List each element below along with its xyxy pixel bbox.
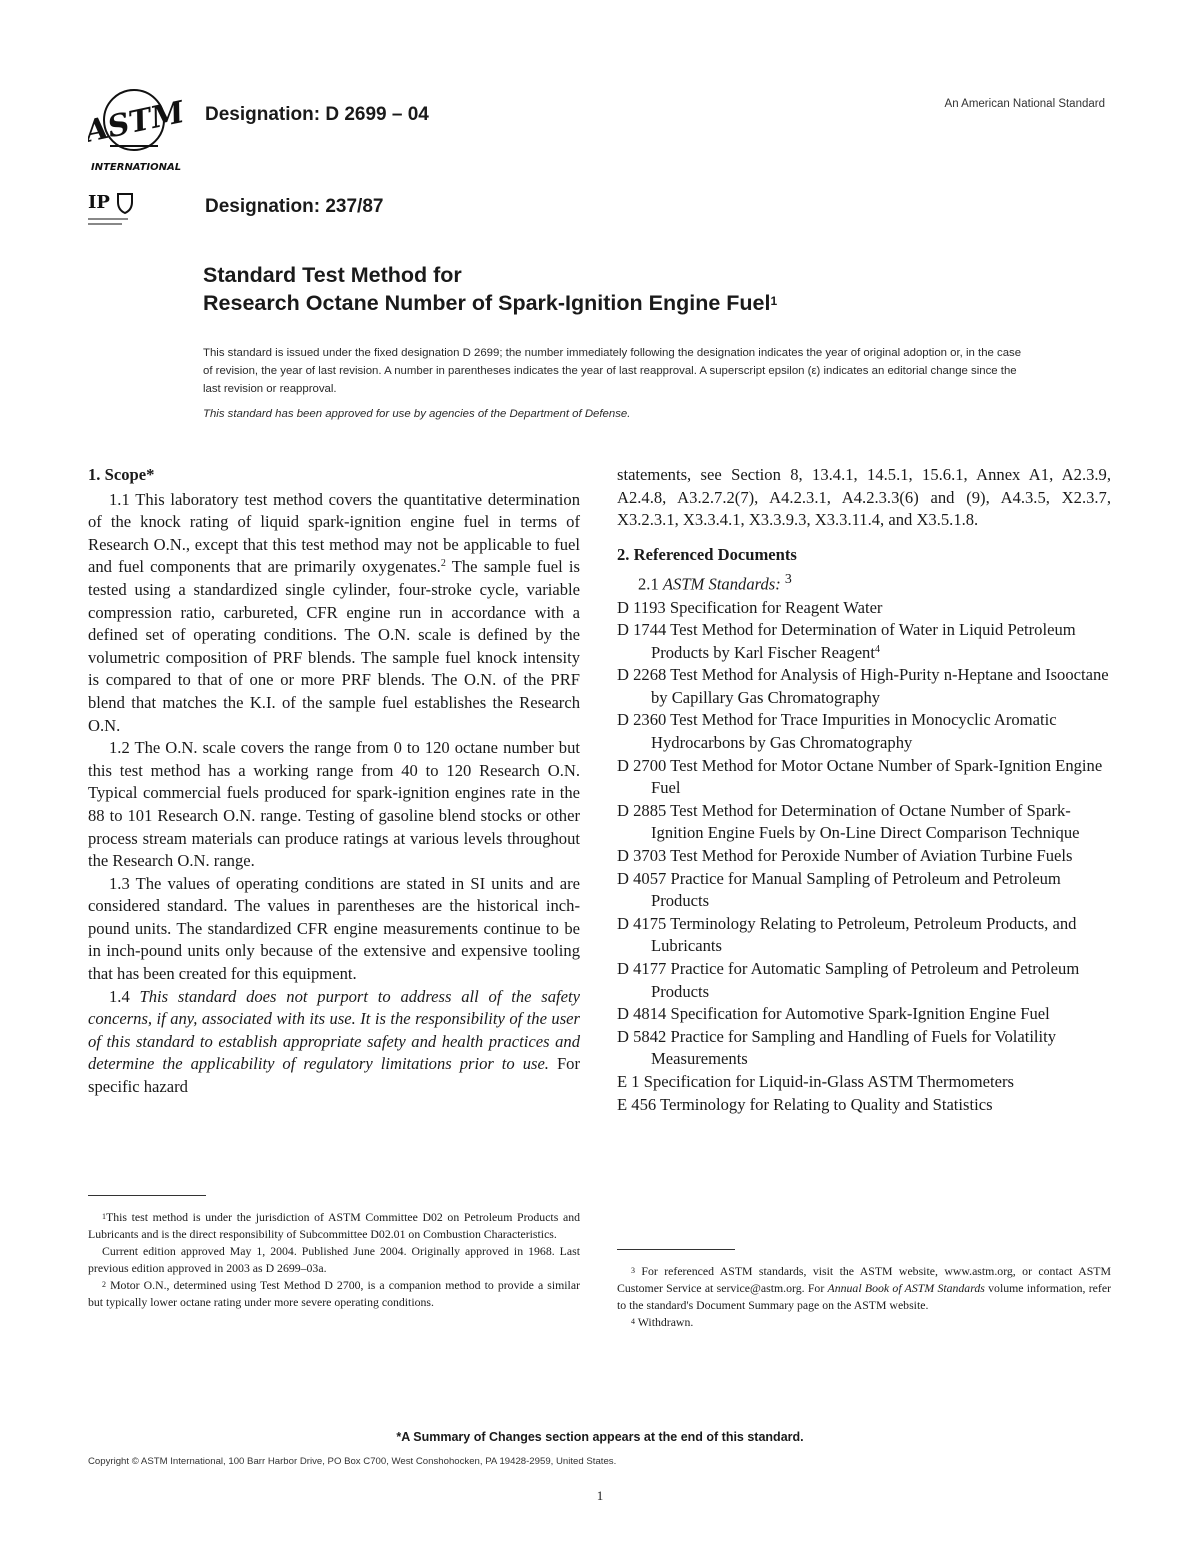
designation-primary: Designation: D 2699 – 04 <box>205 104 429 125</box>
footnote-1: $^1$This test method is under the jurisdiction of ASTM Committee D02 on Petroleum Products and Lubricants and is the direct responsibility of Subcommittee D02.01 on Combustion Characteristics. <box>88 1210 580 1241</box>
svg-text:IP: IP <box>88 192 110 213</box>
svg-text:INTERNATIONAL: INTERNATIONAL <box>91 162 182 173</box>
scope-paragraph-1-1: 1.1 This laboratory test method covers the quantitative determination of the knock rating of liquid spark-ignition engine fuel in terms of Research O.N., except that this test method may not be applicable to fuel and fuel components that are primarily oxygenates.$^2$ The sample fuel is tested using a standardized single cylinder, four-stroke cycle, variable compression ratio, carbureted, CFR engine run in accordance with a defined set of operating conditions. The O.N. scale is defined by the volumetric composition of PRF blends. The sample fuel knock intensity is compared to that of one or more PRF blends. The O.N. of the PRF blend that matches the K.I. of the sample fuel establishes the Research O.N. <box>88 489 580 735</box>
footnotes-right <box>617 1263 1111 1331</box>
copyright-line: Copyright © ASTM International, 100 Barr Harbor Drive, PO Box C700, West Conshohocken, PA 19428-2959, United States. <box>88 1456 617 1467</box>
scope-paragraph-1-2: 1.2 The O.N. scale covers the range from 0 to 120 octane number but this test method has a working range from 40 to 120 Research O.N. Typical commercial fuels produced for spark-ignition engines rate in the 88 to 101 Research O.N. range. Testing of gasoline blend stocks or other process stream materials can produce ratings at various levels throughout the Research O.N. range. <box>88 738 580 871</box>
footnote-1-edition: Current edition approved May 1, 2004. Published June 2004. Originally approved in 1968. Last previous edition approved in 2003 as D 2699–03a. <box>88 1244 580 1275</box>
reference-item: D 2885 Test Method for Determination of Octane Number of Spark-Ignition Engine Fuels by On-Line Direct Comparison Technique <box>617 800 1080 843</box>
svg-text:ASTM: ASTM <box>88 94 188 151</box>
reference-item: D 2360 Test Method for Trace Impurities in Monocyclic Aromatic Hydrocarbons by Gas Chromatography <box>617 710 1057 753</box>
issuance-notice: This standard is issued under the fixed designation D 2699; the number immediately following the designation indicates the year of original adoption or, in the case of revision, the year of last revision. A number in parentheses indicates the year of last reapproval. A superscript epsilon (ε) indicates an editorial change since the last revision or reapproval. <box>203 347 1022 395</box>
reference-item: D 4177 Practice for Automatic Sampling of Petroleum and Petroleum Products <box>617 959 1080 1001</box>
ip-logo <box>88 190 144 232</box>
section-heading-referenced-documents: 2. Referenced Documents <box>617 544 797 564</box>
left-column <box>88 464 580 1099</box>
scope-paragraph-1-4-continued: statements, see Section 8, 13.4.1, 14.5.1, 15.6.1, Annex A1, A2.3.9, A2.4.8, A3.2.7.2(7), A4.2.3.1, A4.2.3.3(6) and (9), A4.3.5, X2.3.7, X3.2.3.1, X3.3.4.1, X3.3.9.3, X3.3.11.4, and X3.5.1.8. <box>617 465 1111 530</box>
reference-item: D 2700 Test Method for Motor Octane Number of Spark-Ignition Engine Fuel <box>617 755 1103 798</box>
footnote-2: $^2$ Motor O.N., determined using Test Method D 2700, is a companion method to provide a similar but typically lower octane rating under more severe operating conditions. <box>88 1278 580 1309</box>
footnote-divider <box>88 1195 206 1196</box>
title-footnote-mark: 1 <box>770 294 778 308</box>
reference-item: D 4814 Specification for Automotive Spark-Ignition Engine Fuel <box>617 1004 1050 1024</box>
astm-standards-subheading: 2.1 ASTM Standards: $^3$ <box>638 571 792 594</box>
astm-logo <box>88 86 188 174</box>
reference-item: D 2268 Test Method for Analysis of High-Purity n-Heptane and Isooctane by Capillary Gas Chromatography <box>617 665 1109 707</box>
reference-item: D 1744 Test Method for Determination of Water in Liquid Petroleum Products by Karl Fischer Reagent$^4$ <box>617 620 1076 662</box>
reference-item: E 456 Terminology for Relating to Quality and Statistics <box>617 1094 993 1114</box>
reference-item: E 1 Specification for Liquid-in-Glass ASTM Thermometers <box>617 1071 1014 1091</box>
footnotes-left <box>88 1209 580 1311</box>
summary-of-changes-note: *A Summary of Changes section appears at the end of this standard. <box>396 1430 804 1444</box>
title-line-2: Research Octane Number of Spark-Ignition Engine Fuel$^1$ <box>203 291 778 315</box>
reference-item: D 4057 Practice for Manual Sampling of Petroleum and Petroleum Products <box>617 868 1061 911</box>
footnote-divider <box>617 1249 735 1250</box>
american-national-standard-label: An American National Standard <box>944 98 1105 110</box>
page-number: 1 <box>596 1488 604 1503</box>
scope-paragraph-1-4: 1.4 This standard does not purport to address all of the safety concerns, if any, associated with its use. It is the responsibility of the user of this standard to establish appropriate safety and health practices and determine the applicability of regulatory limitations prior to use. For specific hazard <box>88 986 580 1097</box>
scope-paragraph-1-3: 1.3 The values of operating conditions are stated in SI units and are considered standard. The values in parentheses are the historical inch-pound units. The standardized CFR engine measurements continue to be in inch-pound units only because of the extensive and expensive tooling that has been created for this equipment. <box>88 873 580 984</box>
document-title <box>203 262 777 318</box>
designation-secondary: Designation: 237/87 <box>205 196 384 217</box>
reference-item: D 5842 Practice for Sampling and Handling of Fuels for Volatility Measurements <box>617 1026 1057 1069</box>
reference-item: D 3703 Test Method for Peroxide Number of Aviation Turbine Fuels <box>617 846 1073 866</box>
footnote-4: $^4$ Withdrawn. <box>631 1315 694 1329</box>
reference-item: D 1193 Specification for Reagent Water <box>617 597 883 617</box>
footnote-3: $^3$ For referenced ASTM standards, visit the ASTM website, www.astm.org, or contact ASTM Customer Service at service@astm.org. For Annual Book of ASTM Standards volume information, refer to the standard's Document Summary page on the ASTM website. <box>617 1264 1111 1312</box>
title-line-1: Standard Test Method for <box>203 263 462 287</box>
reference-item: D 4175 Terminology Relating to Petroleum, Petroleum Products, and Lubricants <box>617 913 1077 956</box>
right-column <box>617 464 1111 1116</box>
dod-approval-notice: This standard has been approved for use by agencies of the Department of Defense. <box>203 408 631 420</box>
section-heading-scope: 1. Scope* <box>88 465 155 484</box>
